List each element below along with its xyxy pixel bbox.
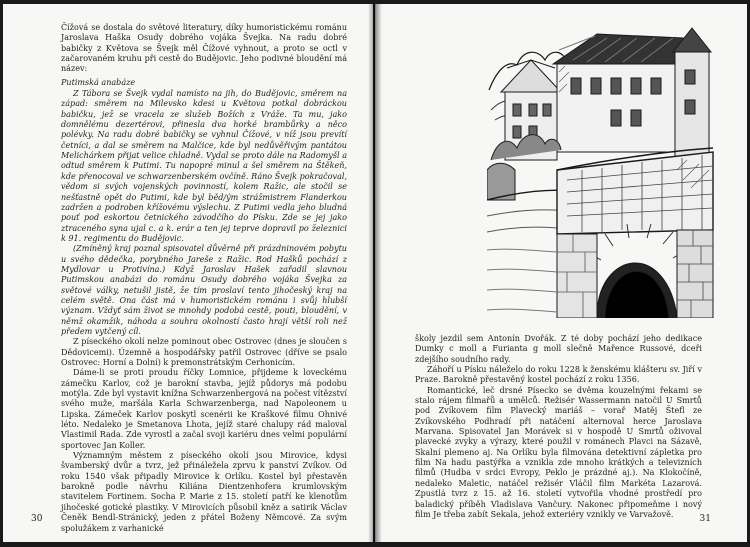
paragraph: Čížová se dostala do světové literatury, díky humoristickému románu Jaroslava Haška Osudy dobrého vojáka Švejka. Na radu dobré babičky z Květova se Švejk měl Čížové vyhnout, a proto se octl v začarovaném kruhu při cestě do Budějovic. Jeho podivné bloudění má název: [61,23,347,74]
left-text-column [61,23,347,534]
page-number-right: 31 [699,514,711,524]
paragraph: Romantické, leč drsné Písecko se dvěma kouzelnými řekami se stalo rájem filmařů a umělců. Režisér Wassermann natočil U Smrtů pod Zvíkovem film Plavecký mariáš – vorař Matěj Štefl ze Zvíkovského Podhradí při natáčení alternoval herce Jaroslava Marvana. Spisovatel Jan Morávek si v hospodě U Smrtů oživoval plavecké zvyky a výrazy, které použil v románech Plavci na Sázavě, Skalní plemeno aj. Na Orlíku byla filmována detektivní zápletka pro film Na hadu pastýřka a vznikla zde mnoho krátkých a televizních filmů (Hudba v srdci Evropy, Peklo je prázdné aj.). Na Klokočíně, nedaleko Maletic, natáčel režisér Vláčil film Markéta Lazarová. Zpustlá tvrz z 15. až 16. století vytvořila vhodné prostředí pro baladický příběh Vladislava Vančury. Nakonec připomeňme i nový film Je třeba zabít Sekala, jehož exteriéry vznikly ve Varvažově. [415,385,702,519]
paragraph: Významným městem z píseckého okolí jsou Mirovice, kdysi švamberský dvůr a tvrz, jež přináležela zprvu k panství Zvíkov. Od roku 1540 však připadly Mirovice k Orlíku. Kostel byl přestavěn barokně podle návrhu Kiliána Dientzenhofera krumlovským stavitelem Fortinem. Socha P. Marie z 15. století patří ke klenotům jihočeské gotické plastiky. V Mirovicích působil kněz a satirik Václav Čeněk Bendl-Stránický, jeden z přátel Boženy Němcové. Za svým spolužákem z varhanické [61,451,347,533]
page-number-left: 30 [31,514,43,524]
right-page [375,4,747,542]
paragraph: Dáme-li se proti proudu říčky Lomnice, přijdeme k loveckému zámečku Karlov, což je barokní stavba, jejíž půdorys má podobu motýla. Zde byl vystavit knížna Schwarzenbergová na počest vítězství svého muže, maršála Karla Schwarzenberga, nad Napoleonem u Lipska. Zámeček Karlov poskytl scenérii ke Kraškové filmu Ohnivé léto. Nedaleko je Smetanova Lhota, jejíž staré chalupy rád maloval Vlastimil Rada. Zde vyrostl a začal svoji kariéru dnes velmi populární sportovec Jan Koller. [61,368,347,450]
paragraph: Z Tábora se Švejk vydal namísto na jih, do Budějovic, směrem na západ: směrem na Milevsko kdesi u Květova potkal dobráckou babičku, jež se vracela ze služeb Božích z Vráže. Ta mu, jako domnělému dezertérovi, přinesla dva horké brambůrky a něco polévky. Na radu dobré babičky se vyhnul Čížové, v níž jsou prevítí četníci, a dal se směrem na Malčice, kde byl nedůvěřivým pantátou Melichárkem přijat velice chladně. Vydal se proto dále na Radomyšl a odtud směrem k Putimi. Tu napopré minul a šel směrem na Štěkeň, kde přenocoval ve schwarzenberském ovčíně. Ráno Švejk pokračoval, vědom si svých vojenských povinností, kolem Ražic, ale stočil se nešťastně opět do Putimi, kde byl běd/ým strážmistrem Flanderkou zadržen a podroben křížovému výslechu. Z Putimi vedla jeho bludná pouť pod eskortou četnického závodčího do Písku. Zde se jej jako ztraceného syna ujal c. a k. erár a ten jej teprve dopravil po železnici k 91. regimentu do Budějovic. [61,89,347,243]
paragraph: Z píseckého okolí nelze pominout obec Ostrovec (dnes je sloučen s Dědovicemi). Územně a hospodářsky patřil Ostrovec (dříve se psalo Ostrovec: Horní a Dolní) k premonstrátským Cerhonicím. [61,337,347,367]
bridge-castle-illustration [487,20,715,318]
left-page [3,4,373,542]
paragraph: Záhoří u Písku náleželo do roku 1228 k ženskému klášteru sv. Jiří v Praze. Barokně přestavěný kostel pochází z roku 1356. [415,365,702,385]
paragraph: školy jezdil sem Antonín Dvořák. Z té doby pochází jeho dedikace Dumky c moll a Furianta g moll slečně Mařence Russové, dceři zdejšího soudního rady. [415,334,702,364]
paragraph: (Zmíněný kraj poznal spisovatel důvěrně při prázdninovém pobytu u svého dědečka, porybného Jareše z Ražic. Rod Hašků pochází z Mydlovar u Protivína.) Když Jaroslav Hašek zařadil slavnou Putimskou anabázi do románu Osudy dobrého vojáka Švejka za světové války, netušil jistě, že tím proslaví tento jihočeský kraj na celém světě. Ona část má v humoristickém románu i svůj hlubší význam. Vždyť sám život se mnohdy podobá cestě, pouti, bloudění, v němž okamžik, náhoda a souhra okolností často hrají větší roli než předem vytčený cíl. [61,244,347,336]
right-text-column [415,334,702,520]
section-heading: Putimská anabáze [61,77,136,87]
